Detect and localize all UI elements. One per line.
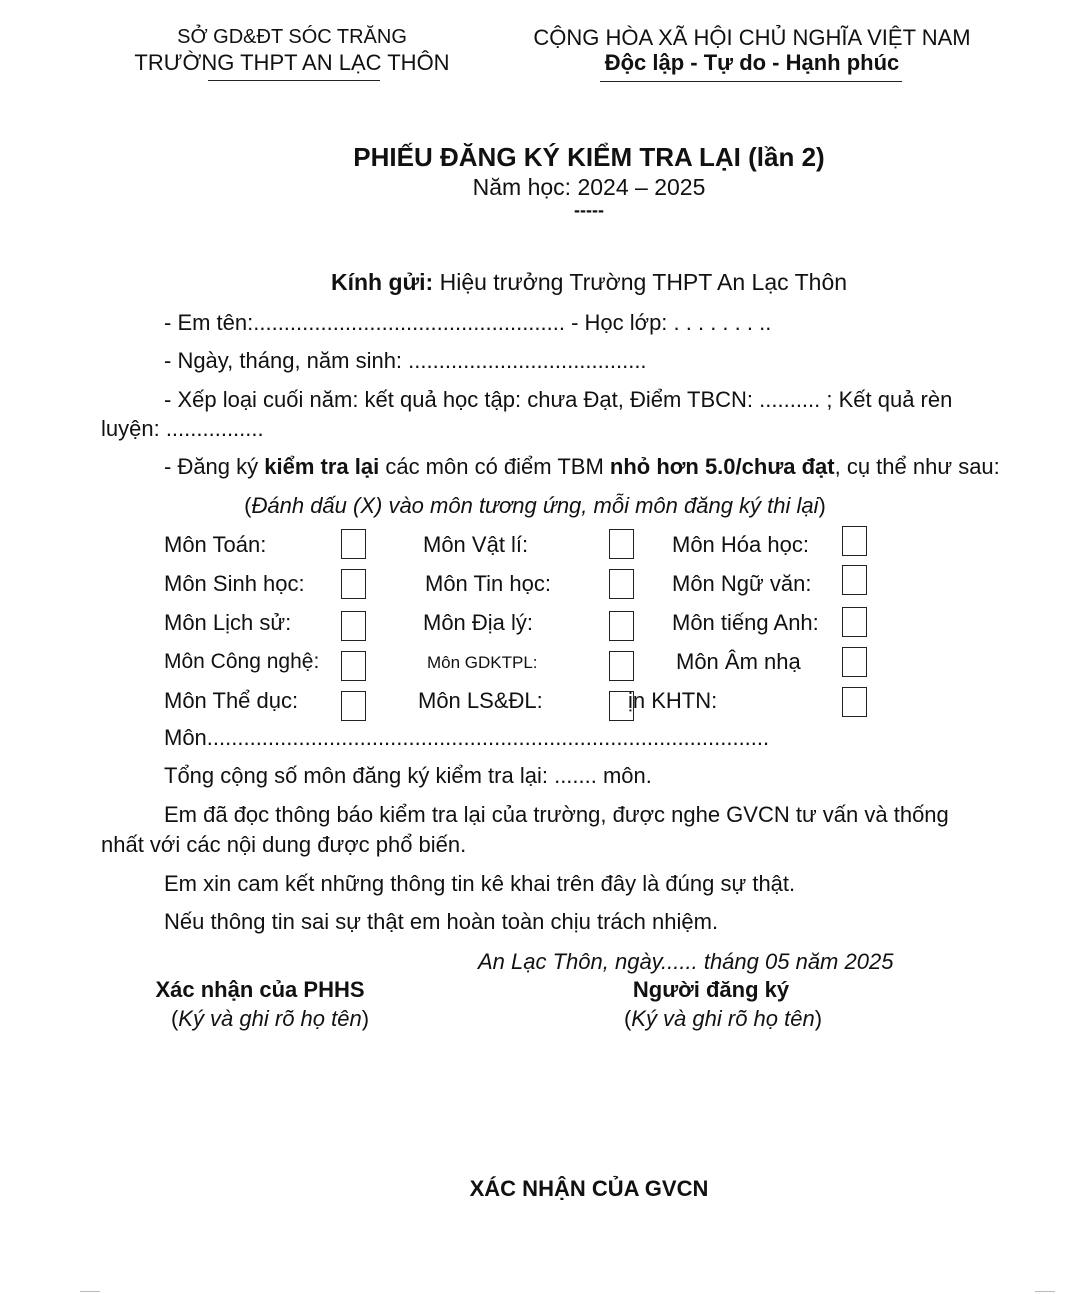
subject-theduc-label: Môn Thể dục: <box>164 688 299 713</box>
subject-diali-label: Môn Địa lý: <box>423 610 534 635</box>
register-bold-1: kiểm tra lại <box>264 454 380 479</box>
title-divider: ----- <box>574 200 604 220</box>
page-corner-mark-left <box>80 1291 100 1292</box>
instruction-line: (Đánh dấu (X) vào môn tương ứng, mỗi môn đăng ký thi lại) <box>244 493 826 518</box>
subject-theduc-checkbox[interactable] <box>341 691 366 721</box>
place-date: An Lạc Thôn, ngày...... tháng 05 năm 2025 <box>478 949 894 974</box>
form-title: PHIẾU ĐĂNG KÝ KIỂM TRA LẠI (lần 2) <box>353 142 825 172</box>
greeting-text: Hiệu trưởng Trường THPT An Lạc Thôn <box>433 269 848 295</box>
subject-nguvan-label: Môn Ngữ văn: <box>672 571 812 596</box>
motto: Độc lập - Tự do - Hạnh phúc <box>604 50 900 75</box>
subject-hoahoc-checkbox[interactable] <box>842 526 867 556</box>
school-name: TRƯỜNG THPT AN LẠC THÔN <box>134 50 450 75</box>
subject-sinhhoc-checkbox[interactable] <box>341 569 366 599</box>
dob-line[interactable]: - Ngày, tháng, năm sinh: ....................................... <box>164 348 647 373</box>
page-corner-mark-right <box>1035 1291 1055 1292</box>
school-name-underline <box>208 80 380 81</box>
subject-tinhoc-checkbox[interactable] <box>609 569 634 599</box>
subject-lichsu-checkbox[interactable] <box>341 611 366 641</box>
read-notice-line-2: nhất với các nội dung được phổ biến. <box>101 832 467 857</box>
subject-other-line[interactable]: Môn............................................................................................ <box>164 725 770 750</box>
subject-tienganh-checkbox[interactable] <box>842 607 867 637</box>
school-year: Năm học: 2024 – 2025 <box>472 174 706 200</box>
subject-hoahoc-label: Môn Hóa học: <box>672 532 809 557</box>
subject-amnhac-label: Môn Âm nhạ <box>676 649 801 674</box>
greeting-label: Kính gửi: <box>330 269 434 295</box>
subject-toan-checkbox[interactable] <box>341 529 366 559</box>
instruction-text: Đánh dấu (X) vào môn tương ứng, mỗi môn đăng ký thi lại <box>251 493 819 518</box>
subject-nguvan-checkbox[interactable] <box>842 565 867 595</box>
ranking-line-1[interactable]: - Xếp loại cuối năm: kết quả học tập: chưa Đạt, Điểm TBCN: .......... ; Kết quả rèn <box>164 387 953 412</box>
applicant-sign-note: (Ký và ghi rõ họ tên) <box>623 1006 823 1031</box>
motto-underline <box>600 81 902 82</box>
parent-confirm-title: Xác nhận của PHHS <box>155 977 365 1002</box>
total-subjects-line[interactable]: Tổng cộng số môn đăng ký kiểm tra lại: ....... môn. <box>164 763 652 788</box>
applicant-title: Người đăng ký <box>632 977 790 1002</box>
country-name: CỘNG HÒA XÃ HỘI CHỦ NGHĨA VIỆT NAM <box>533 25 971 50</box>
ranking-line-2[interactable]: luyện: ................ <box>101 416 264 441</box>
subject-amnhac-checkbox[interactable] <box>842 647 867 677</box>
commitment-line: Em xin cam kết những thông tin kê khai trên đây là đúng sự thật. <box>164 871 796 896</box>
subject-diali-checkbox[interactable] <box>609 611 634 641</box>
subject-lichsu-label: Môn Lịch sử: <box>164 610 292 635</box>
subject-toan-label: Môn Toán: <box>164 532 267 557</box>
department-name: SỞ GD&ĐT SÓC TRĂNG <box>177 26 407 48</box>
subject-sinhhoc-label: Môn Sinh học: <box>164 571 305 596</box>
subject-khtn-label: ịn KHTN: <box>628 688 718 713</box>
name-class-line[interactable]: - Em tên:................................................... - Học lớp: . . . . . . . .. <box>164 310 772 335</box>
subject-gdktpl-checkbox[interactable] <box>609 651 634 681</box>
subject-congnghe-label: Môn Công nghệ: <box>164 650 320 673</box>
subject-congnghe-checkbox[interactable] <box>341 651 366 681</box>
responsibility-line: Nếu thông tin sai sự thật em hoàn toàn chịu trách nhiệm. <box>164 909 719 934</box>
register-line: - Đăng ký kiểm tra lại các môn có điểm TBM nhỏ hơn 5.0/chưa đạt, cụ thể như sau: <box>164 454 1000 479</box>
greeting <box>331 269 847 296</box>
parent-sign-note: (Ký và ghi rõ họ tên) <box>170 1006 370 1031</box>
subject-tienganh-label: Môn tiếng Anh: <box>672 610 819 635</box>
subject-khtn-checkbox[interactable] <box>842 687 867 717</box>
subject-lsdl-label: Môn LS&ĐL: <box>418 688 543 713</box>
subject-vatli-checkbox[interactable] <box>609 529 634 559</box>
subject-gdktpl-label: Môn GDKTPL: <box>427 653 538 672</box>
subject-vatli-label: Môn Vật lí: <box>423 532 529 557</box>
register-bold-2: nhỏ hơn 5.0/chưa đạt <box>609 454 835 479</box>
teacher-confirm-title: XÁC NHẬN CỦA GVCN <box>469 1176 709 1201</box>
subject-tinhoc-label: Môn Tin học: <box>425 571 551 596</box>
read-notice-line-1: Em đã đọc thông báo kiểm tra lại của trường, được nghe GVCN tư vấn và thống <box>164 802 949 827</box>
